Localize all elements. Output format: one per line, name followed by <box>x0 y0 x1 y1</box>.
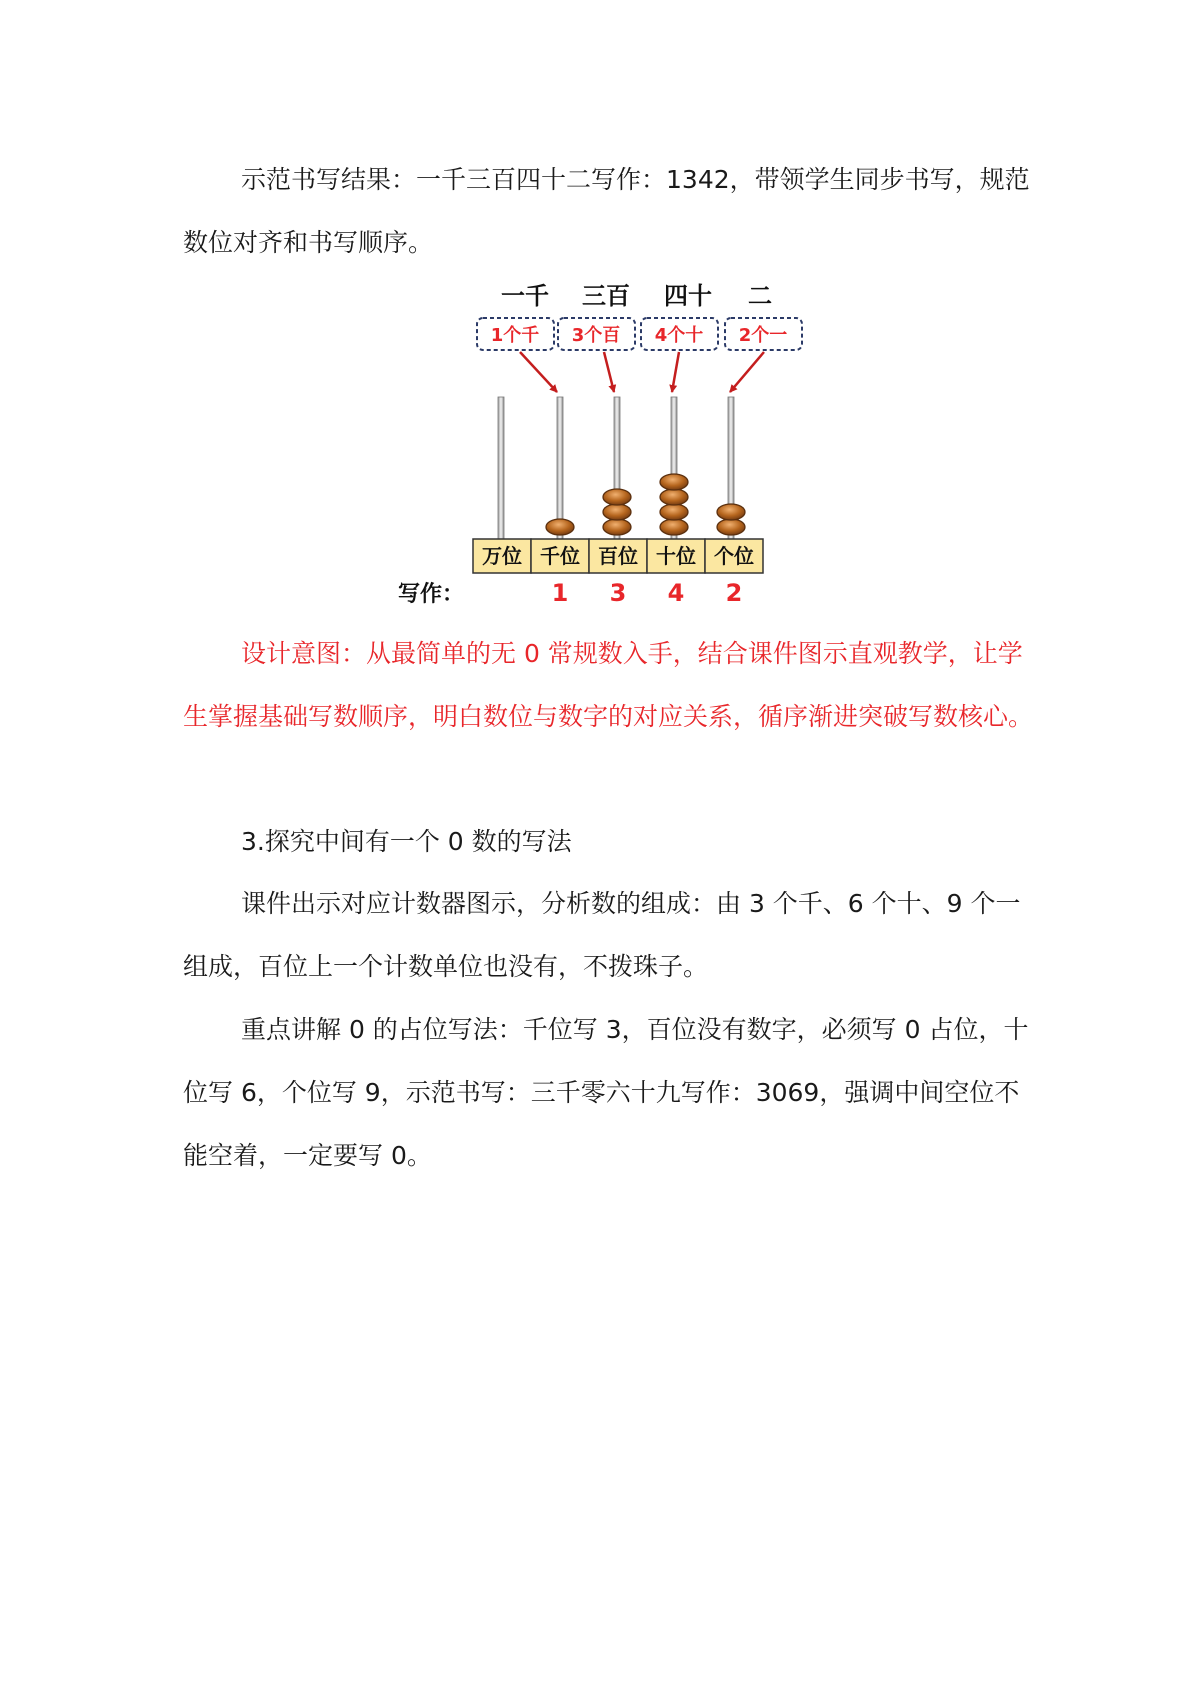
place-cell-tens <box>647 539 705 573</box>
bead-ones <box>717 519 745 535</box>
svg-text:3个百: 3个百 <box>571 325 621 346</box>
svg-text:4个十: 4个十 <box>654 325 704 346</box>
digit-hundreds: 3 <box>609 579 627 607</box>
bead-ones <box>717 504 745 520</box>
digit-thousands: 1 <box>551 579 569 607</box>
digit-tens: 4 <box>667 579 685 607</box>
bead-hundreds <box>603 519 631 535</box>
section-paragraph-1: 课件出示对应计数器图示，分析数的组成：由 3 个千、6 个十、9 个一组成，百位上一个计数单位也没有，不拨珠子。 <box>183 889 1021 981</box>
header-thousands: 一千 <box>501 282 549 310</box>
svg-text:百位: 百位 <box>598 544 638 568</box>
write-label: 写作： <box>398 582 465 607</box>
bead-tens <box>660 489 688 505</box>
svg-text:千位: 千位 <box>540 544 580 568</box>
rod-ten-thousands <box>498 397 504 539</box>
place-cell-hundreds <box>589 539 647 573</box>
svg-text:1个千: 1个千 <box>490 325 540 346</box>
place-cell-ten-thousands <box>473 539 531 573</box>
abacus-diagram <box>0 0 1200 620</box>
bead-tens <box>660 519 688 535</box>
header-tens: 四十 <box>664 282 712 310</box>
section-heading: 3.探究中间有一个 0 数的写法 <box>241 827 572 856</box>
header-hundreds: 三百 <box>582 282 630 310</box>
abacus-beads <box>546 474 745 535</box>
bead-hundreds <box>603 489 631 505</box>
arrow-ones <box>730 352 764 392</box>
svg-text:万位: 万位 <box>482 544 522 568</box>
design-intent-paragraph: 设计意图：从最简单的无 0 常规数入手，结合课件图示直观教学，让学生掌握基础写数顺序，明白数位与数字的对应关系，循序渐进突破写数核心。 <box>183 639 1034 731</box>
digit-ones: 2 <box>725 579 743 607</box>
section-paragraph-2: 重点讲解 0 的占位写法：千位写 3，百位没有数字，必须写 0 占位，十位写 6，个位写 9，示范书写：三千零六十九写作：3069，强调中间空位不能空着，一定要写 0。 <box>183 1015 1029 1170</box>
box-thousands <box>477 318 554 350</box>
arrow-thousands <box>520 352 557 392</box>
box-hundreds <box>558 318 635 350</box>
box-tens <box>641 318 718 350</box>
place-cell-thousands <box>531 539 589 573</box>
rod-thousands <box>557 397 563 539</box>
intro-paragraph: 示范书写结果：一千三百四十二写作：1342，带领学生同步书写，规范数位对齐和书写顺序。 <box>183 165 1030 257</box>
place-cell-ones <box>705 539 763 573</box>
header-ones: 二 <box>748 282 772 310</box>
bead-tens <box>660 504 688 520</box>
bead-hundreds <box>603 504 631 520</box>
svg-text:个位: 个位 <box>714 544 754 568</box>
bead-thousands <box>546 519 574 535</box>
svg-text:十位: 十位 <box>656 544 696 568</box>
svg-text:2个一: 2个一 <box>738 325 788 346</box>
box-ones <box>725 318 802 350</box>
arrow-tens <box>672 352 679 392</box>
arrow-hundreds <box>604 352 614 392</box>
bead-tens <box>660 474 688 490</box>
